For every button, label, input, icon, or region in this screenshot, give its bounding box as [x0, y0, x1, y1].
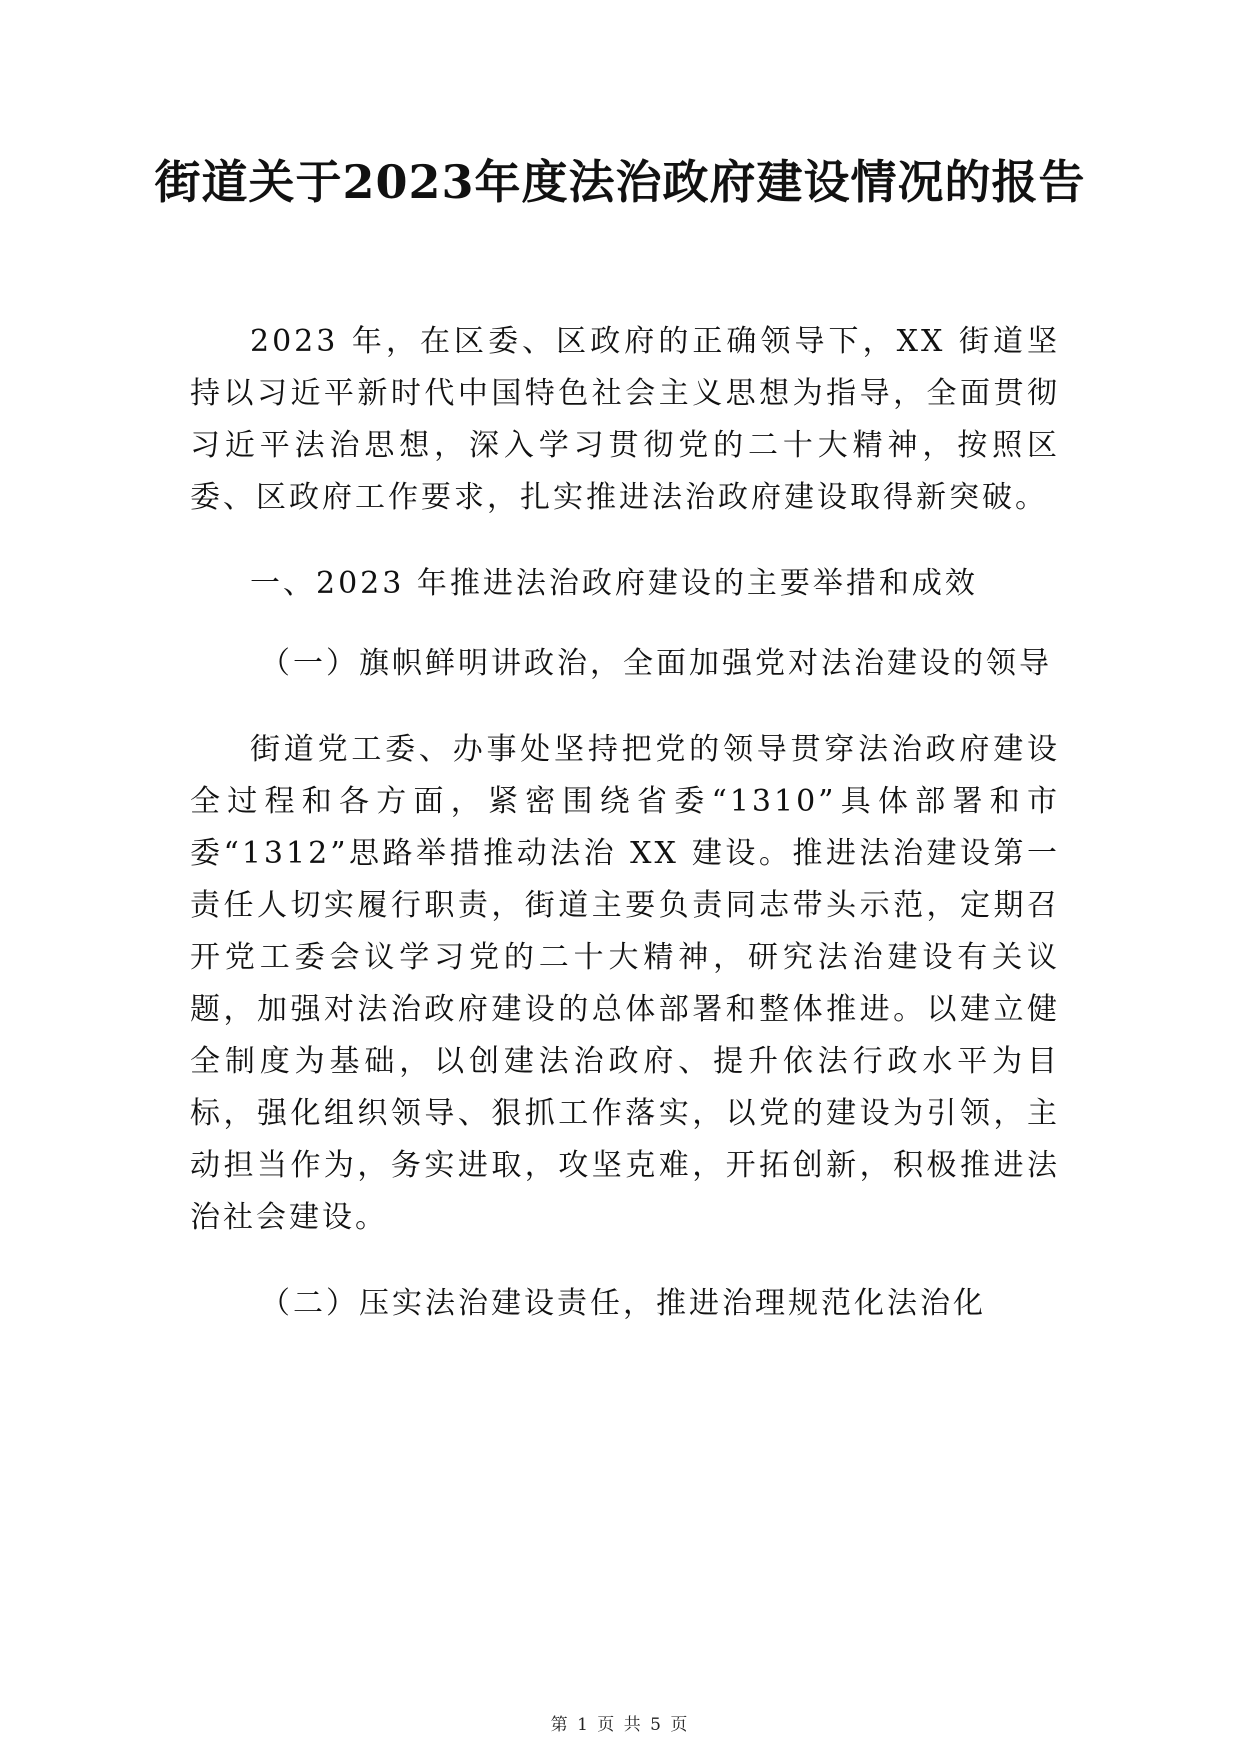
body-paragraph-1: 街道党工委、办事处坚持把党的领导贯穿法治政府建设全过程和各方面，紧密围绕省委“1310”具体部署和市委“1312”思路举措推动法治 XX 建设。推进法治建设第一责任人切实履行职责，街道主要负责同志带头示范，定期召开党工委会议学习党的二十大精神，研究法治建设有关议题，加强对法治政府建设的总体部署和整体推进。以建立健全制度为基础，以创建法治政府、提升依法行政水平为目标，强化组织领导、狠抓工作落实，以党的建设为引领，主动担当作为，务实进取，攻坚克难，开拓创新，积极推进法治社会建设。: [190, 732, 1060, 1235]
subheading-1: （一）旗帜鲜明讲政治，全面加强党对法治建设的领导: [260, 646, 1052, 681]
intro-paragraph: 2023 年，在区委、区政府的正确领导下，XX 街道坚持以习近平新时代中国特色社会主义思想为指导，全面贯彻习近平法治思想，深入学习贯彻党的二十大精神，按照区委、区政府工作要求，扎实推进法治政府建设取得新突破。: [190, 324, 1060, 515]
document-body: [190, 316, 1060, 1330]
document-title: 街道关于2023年度法治政府建设情况的报告: [154, 155, 1086, 209]
subheading-2: （二）压实法治建设责任，推进治理规范化法治化: [260, 1286, 986, 1321]
section-heading: 一、2023 年推进法治政府建设的主要举措和成效: [250, 566, 978, 601]
page-number: 第 1 页 共 5 页: [550, 1715, 690, 1735]
